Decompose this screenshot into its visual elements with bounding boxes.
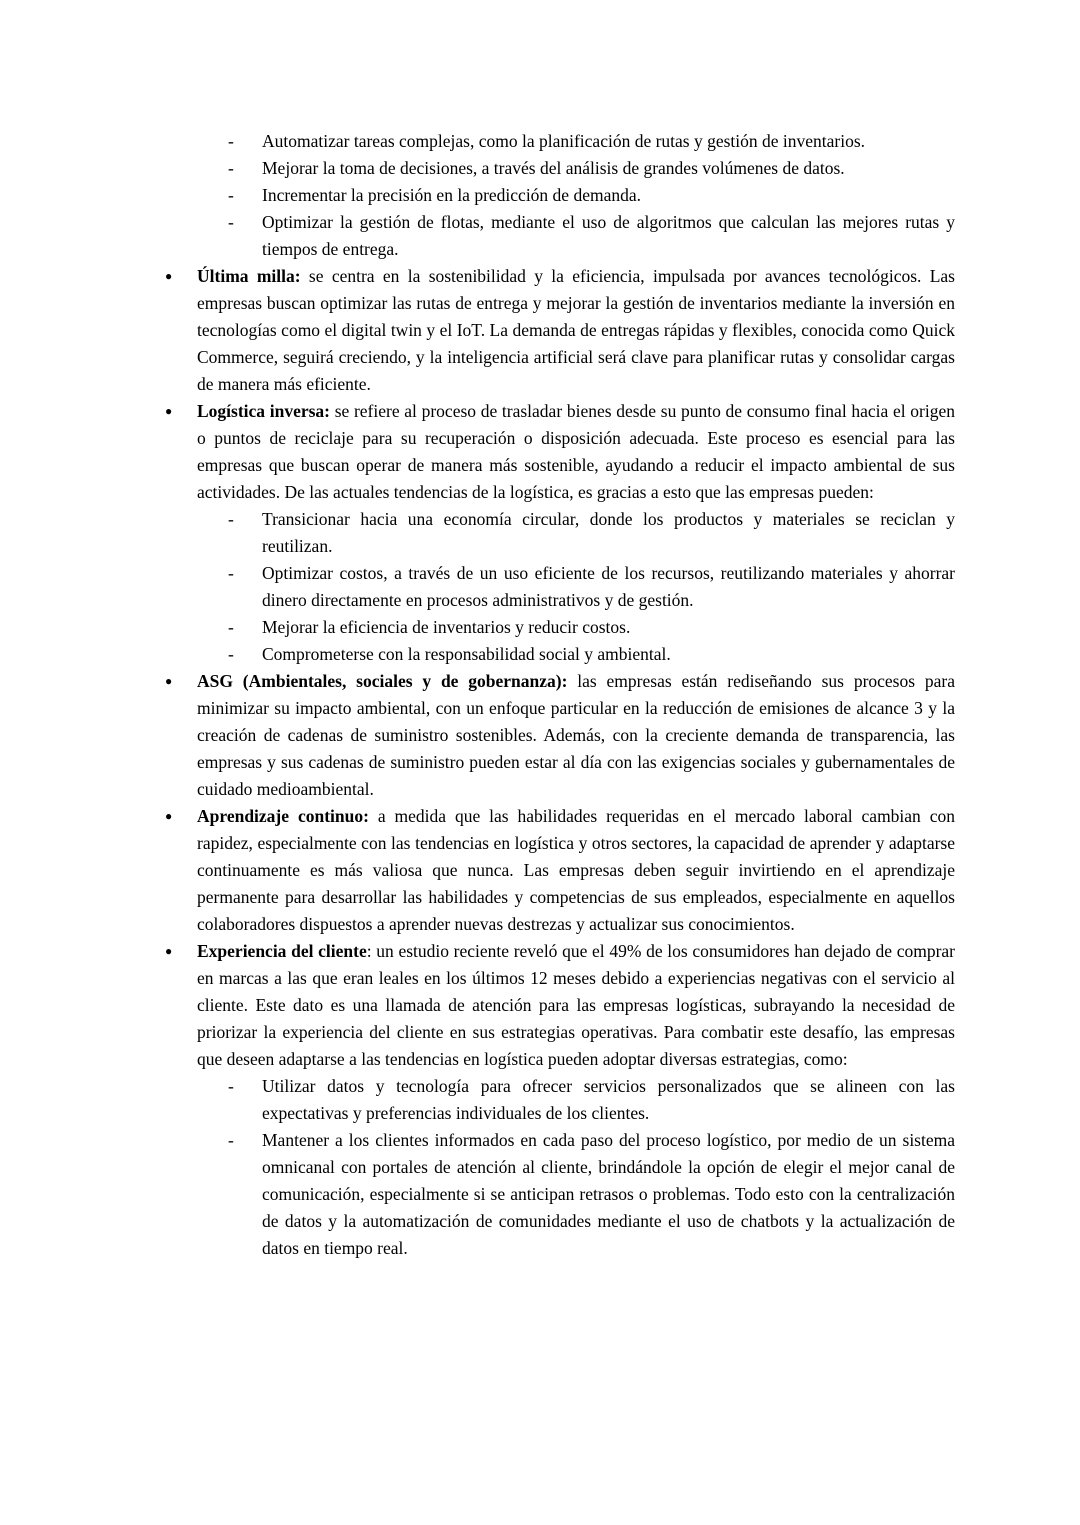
list-item	[164, 263, 955, 398]
bullet-lead: Experiencia del cliente	[197, 941, 367, 961]
list-item	[164, 803, 955, 938]
bullet-body: se refiere al proceso de trasladar bienes desde su punto de consumo final hacia el origen o puntos de reciclaje para su recuperación o disposición adecuada. Este proceso es esencial para las empresas que buscan operar de manera más sostenible, ayudando a reducir el impacto ambiental de sus actividades. De las actuales tendencias de la logística, es gracias a esto que las empresas pueden:	[197, 401, 955, 502]
list-item-text: Mejorar la eficiencia de inventarios y reducir costos.	[262, 617, 631, 637]
dash-marker: -	[228, 158, 234, 178]
list-item-text: Utilizar datos y tecnología para ofrecer servicios personalizados que se alineen con las expectativas y preferencias individuales de los clientes.	[262, 1076, 955, 1123]
list-item-text: Transicionar hacia una economía circular, donde los productos y materiales se reciclan y reutilizan.	[262, 509, 955, 556]
list-item	[164, 1127, 955, 1262]
list-item-text: Mejorar la toma de decisiones, a través del análisis de grandes volúmenes de datos.	[262, 158, 845, 178]
list-item	[164, 128, 955, 155]
list-item	[164, 398, 955, 506]
list-item-text: Comprometerse con la responsabilidad social y ambiental.	[262, 644, 671, 664]
bullet-icon: ●	[165, 269, 173, 283]
list-item	[164, 560, 955, 614]
dash-marker: -	[228, 131, 234, 151]
list-item	[164, 938, 955, 1073]
bullet-lead: ASG (Ambientales, sociales y de gobernanza):	[197, 671, 568, 691]
list-item	[164, 155, 955, 182]
bullet-icon: ●	[165, 674, 173, 688]
dash-marker: -	[228, 212, 234, 232]
bullet-body: a medida que las habilidades requeridas en el mercado laboral cambian con rapidez, especialmente con las tendencias en logística y otros sectores, la capacidad de aprender y adaptarse continuamente es más valiosa que nunca. Las empresas deben seguir invirtiendo en el aprendizaje permanente para desarrollar las habilidades y competencias de sus empleados, especialmente en aquellos colaboradores dispuestos a aprender nuevas destrezas y actualizar sus conocimientos.	[197, 806, 955, 934]
bullet-lead: Última milla:	[197, 266, 301, 286]
bullet-lead: Aprendizaje continuo:	[197, 806, 369, 826]
list-item-text: Incrementar la precisión en la predicción de demanda.	[262, 185, 641, 205]
list-item	[164, 614, 955, 641]
bullet-body: : un estudio reciente reveló que el 49% de los consumidores han dejado de comprar en marcas a las que eran leales en los últimos 12 meses debido a experiencias negativas con el servicio al cliente. Este dato es una llamada de atención para las empresas logísticas, subrayando la necesidad de priorizar la experiencia del cliente en sus estrategias operativas. Para combatir este desafío, las empresas que deseen adaptarse a las tendencias en logística pueden adoptar diversas estrategias, como:	[197, 941, 955, 1069]
dash-marker: -	[228, 185, 234, 205]
list-item	[164, 1073, 955, 1127]
list-item	[164, 209, 955, 263]
bullet-lead: Logística inversa:	[197, 401, 331, 421]
dash-marker: -	[228, 617, 234, 637]
bullet-icon: ●	[165, 944, 173, 958]
dash-marker: -	[228, 509, 234, 529]
bullet-body: las empresas están rediseñando sus procesos para minimizar su impacto ambiental, con un enfoque particular en la reducción de emisiones de alcance 3 y la creación de cadenas de suministro sostenibles. Además, con la creciente demanda de transparencia, las empresas y sus cadenas de suministro pueden estar al día con las exigencias sociales y gubernamentales de cuidado medioambiental.	[197, 671, 955, 799]
dash-marker: -	[228, 563, 234, 583]
list-item	[164, 641, 955, 668]
bullet-icon: ●	[165, 404, 173, 418]
list-item	[164, 182, 955, 209]
dash-marker: -	[228, 1076, 234, 1096]
dash-marker: -	[228, 644, 234, 664]
list-item-text: Automatizar tareas complejas, como la planificación de rutas y gestión de inventarios.	[262, 131, 866, 151]
list-item-text: Optimizar la gestión de flotas, mediante el uso de algoritmos que calculan las mejores rutas y tiempos de entrega.	[262, 212, 955, 259]
dash-marker: -	[228, 1130, 234, 1150]
bullet-body: se centra en la sostenibilidad y la eficiencia, impulsada por avances tecnológicos. Las empresas buscan optimizar las rutas de entrega y mejorar la gestión de inventarios mediante la inversión en tecnologías como el digital twin y el IoT. La demanda de entregas rápidas y flexibles, conocida como Quick Commerce, seguirá creciendo, y la inteligencia artificial será clave para planificar rutas y consolidar cargas de manera más eficiente.	[197, 266, 955, 394]
list-item	[164, 668, 955, 803]
list-item-text: Optimizar costos, a través de un uso eficiente de los recursos, reutilizando materiales y ahorrar dinero directamente en procesos administrativos y de gestión.	[262, 563, 955, 610]
bullet-icon: ●	[165, 809, 173, 823]
list-item-text: Mantener a los clientes informados en cada paso del proceso logístico, por medio de un sistema omnicanal con portales de atención al cliente, brindándole la opción de elegir el mejor canal de comunicación, especialmente si se anticipan retrasos o problemas. Todo esto con la centralización de datos y la automatización de comunidades mediante el uso de chatbots y la actualización de datos en tiempo real.	[262, 1130, 955, 1258]
list-item	[164, 506, 955, 560]
